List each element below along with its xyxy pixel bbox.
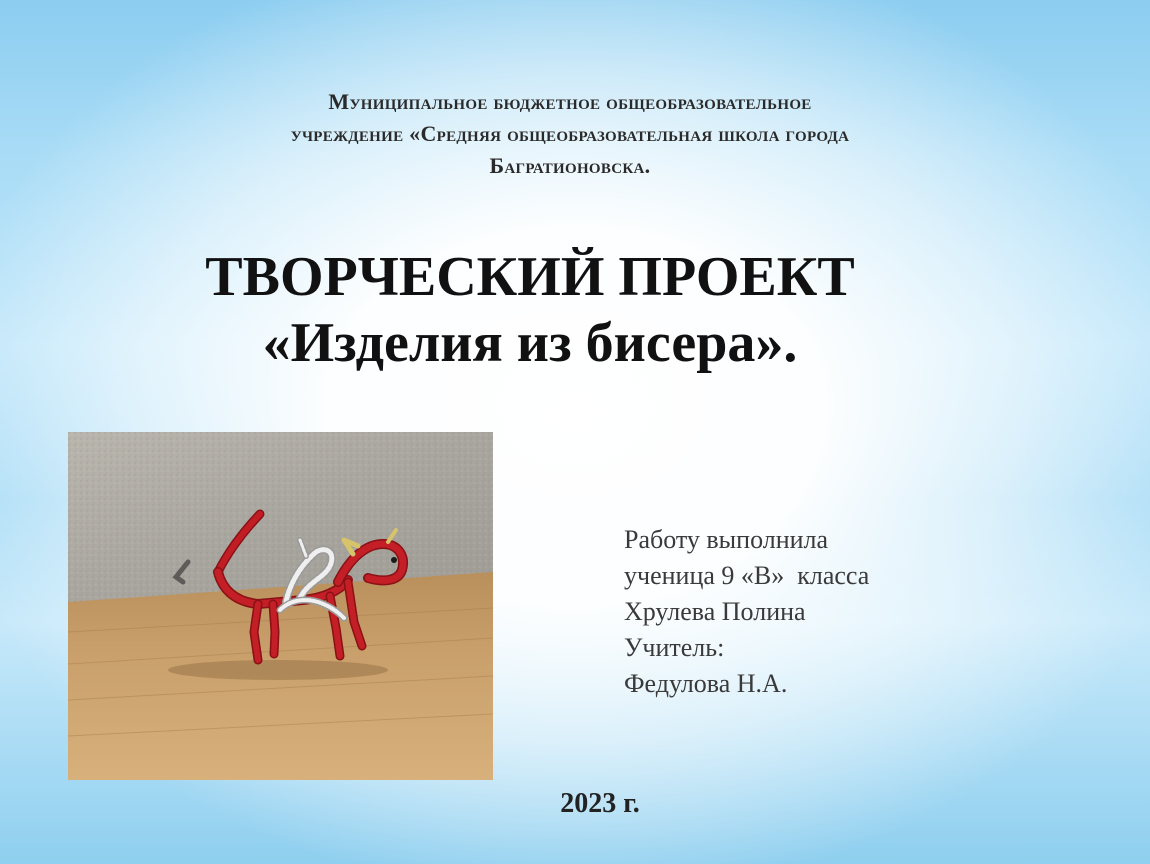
school-name bbox=[140, 86, 1000, 182]
project-title-line-2: «Изделия из бисера». bbox=[262, 312, 798, 374]
year: 2023 г. bbox=[560, 788, 640, 819]
beaded-dragon-photo bbox=[68, 432, 493, 780]
school-name-line-3: Багратионовска. bbox=[489, 153, 651, 178]
credits-line-student-name: Хрулева Полина bbox=[624, 597, 806, 626]
credits-line-performed-by: Работу выполнила bbox=[624, 525, 829, 554]
school-name-line-1: Муниципальное бюджетное общеобразовательное bbox=[328, 89, 812, 114]
credits-line-teacher-label: Учитель: bbox=[624, 633, 725, 662]
school-name-line-2: учреждение «Средняя общеобразовательная школа города bbox=[290, 121, 850, 146]
project-title-line-1: ТВОРЧЕСКИЙ ПРОЕКТ bbox=[205, 246, 855, 308]
project-title bbox=[120, 244, 940, 376]
credits-line-student-class: ученица 9 «В» класса bbox=[624, 561, 870, 590]
credits bbox=[624, 522, 1044, 702]
credits-line-teacher-name: Федулова Н.А. bbox=[624, 669, 788, 698]
